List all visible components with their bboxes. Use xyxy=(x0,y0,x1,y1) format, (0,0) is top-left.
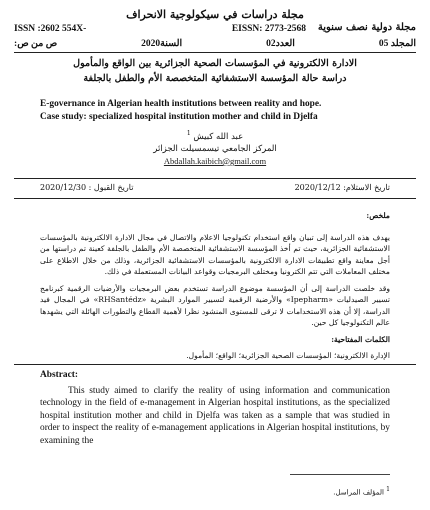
abstract-english xyxy=(40,369,390,447)
abstract-en-text: This study aimed to clarify the reality of using information and communication technology in the field of e-management in Algerian hospital institutions, as the specialized hospital institution mother and child in Djelfa was taken as a sample that was studied in order to inspect the reality of e-management applications in Algerian hospital institutions, by examining the xyxy=(40,385,390,446)
title-en-line2: Case study: specialized hospital institution mother and child in Djelfa xyxy=(40,112,318,122)
abstract-ar-para1: يهدف هذه الدراسة إلى تبيان واقع استخدام تكنولوجيا الاعلام والاتصال في مجال الادارة الالكترونية بالمؤسسات الاستشفائية الجزائرية، حيث تم أخذ المؤسسة الاستشفائية المتخصصة الأم والطفل بالجلفة كعينة تم دراستها من أجل معاينة واقع تطبيقات الادارة الالكترونية بالمؤسسات الاستشفائية الجزائرية، وذلك من خلال الاطلاع على مختلف المعاملات التي تتم الكترونيا ومختلف البرمجيات وقواعد البيانات المستعملة في ذلك. xyxy=(40,232,390,276)
author-affiliation: المركز الجامعي تيسمسيلت الجزائر xyxy=(153,143,277,154)
title-ar-line2: دراسة حالة المؤسسة الاستشفائية المتخصصة الأم والطفل بالجلفة xyxy=(83,73,347,84)
footnote-text: المؤلف المراسل. xyxy=(333,488,384,497)
abstract-ar-para2: وقد خلصت الدراسة إلى أن المؤسسة موضوع الدراسة تستخدم بعض البرمجيات والأرضيات الرقمية كبرنامج تسيير الصيدليات «Ipepharm» والأرضية الرقمية لتسيير الموارد البشرية «RHSantédz» في المجال فيد الدراسة، إلا أن هذه الاستخدامات لا ترقى للمستوى المنشود نظرا لأهمية القطاع والتطورات الهائلة التي يشهدها عالم التكنولوجيا كل حين. xyxy=(40,283,390,327)
title-en-line1: E-governance in Algerian health institutions between reality and hope. xyxy=(40,99,322,109)
title-ar-line1: الادارة الالكترونية في المؤسسات الصحية الجزائرية بين الواقع والمأمول xyxy=(73,58,357,69)
eissn: EISSN: 2773-2568 xyxy=(231,24,306,34)
received-date: تاريخ الاستلام: 2020/12/12 xyxy=(294,183,390,192)
title-english xyxy=(40,98,416,124)
title-arabic xyxy=(14,56,416,86)
author-name-line xyxy=(0,128,430,143)
footnote-rule xyxy=(290,474,390,475)
abstract-ar-label: ملخص: xyxy=(366,211,390,220)
header-divider xyxy=(14,52,416,53)
journal-title: مجلة دراسات في سيكولوجية الانحراف xyxy=(126,8,304,21)
author-marker: 1 xyxy=(186,130,191,137)
author-name: عبد الله كبيش xyxy=(193,131,244,142)
abstract-arabic xyxy=(40,210,390,367)
keywords-text: الإدارة الالكترونية؛ المؤسسات الصحية الجزائرية؛ الواقع؛ المأمول. xyxy=(186,351,390,360)
issn-row xyxy=(14,24,416,34)
footnote xyxy=(333,486,390,496)
issn: ISSN :2602 554X- xyxy=(14,24,87,34)
dates-top-divider xyxy=(14,178,416,179)
year: السنة2020 xyxy=(141,39,183,49)
dates-row xyxy=(40,183,390,192)
footnote-marker: 1 xyxy=(386,486,390,493)
dates-bottom-divider xyxy=(14,198,416,199)
abstract-divider xyxy=(14,364,416,365)
abstract-en-label: Abstract: xyxy=(40,370,79,380)
journal-subtitle: مجلة دولية نصف سنوية xyxy=(317,22,416,33)
pages: ص من ص: xyxy=(14,39,58,49)
issue: العدد02 xyxy=(266,39,295,49)
author-block xyxy=(0,128,430,168)
accepted-date: تاريخ القبول : 2020/12/30 xyxy=(40,183,134,192)
issue-row xyxy=(14,38,416,49)
author-email[interactable]: Abdallah.kaibich@gmail.com xyxy=(163,155,267,166)
keywords-label: الكلمات المفتاحية: xyxy=(331,334,390,344)
volume: المجلد 05 xyxy=(378,39,416,49)
